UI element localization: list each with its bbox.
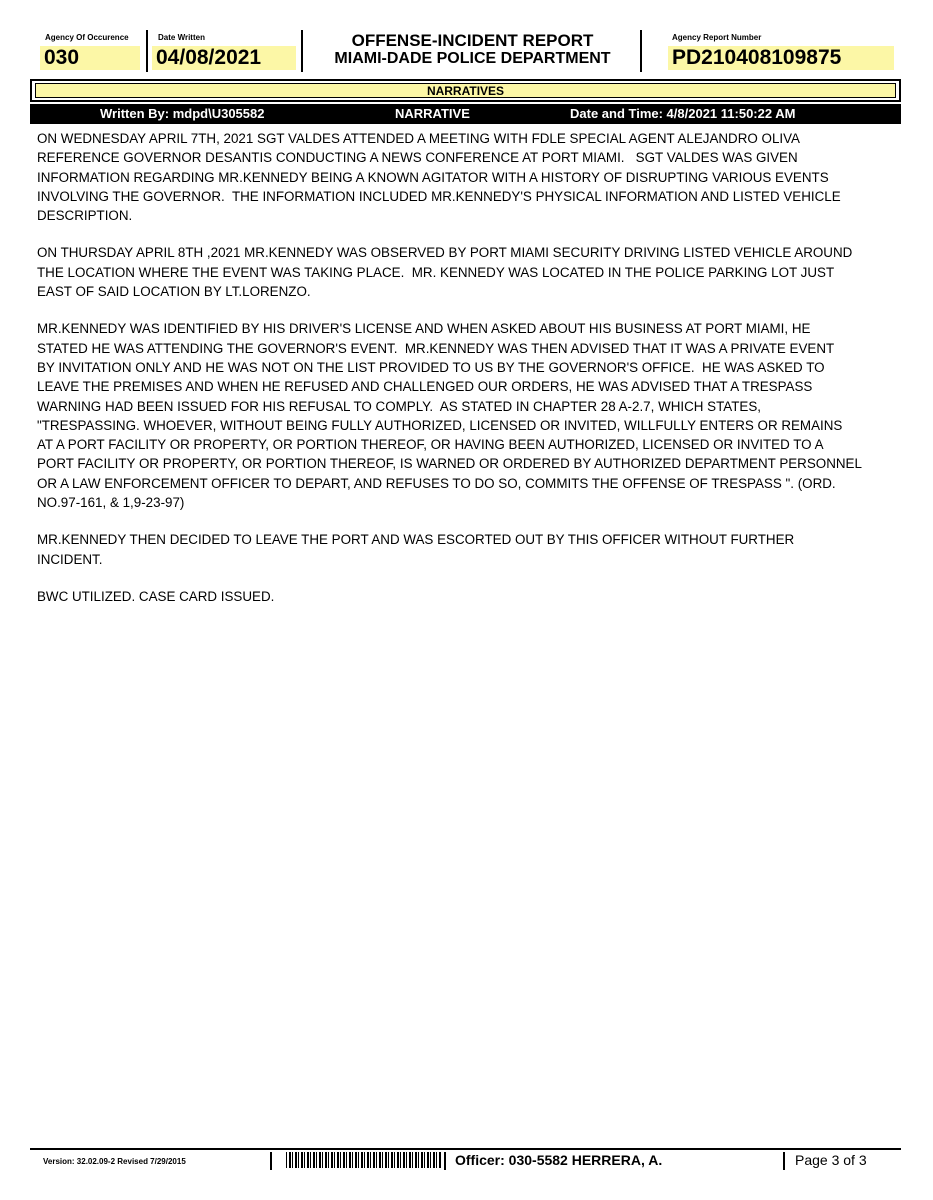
date-written-label: Date Written — [158, 33, 205, 42]
footer-rule — [30, 1148, 901, 1150]
header-divider — [301, 30, 303, 72]
narratives-title: NARRATIVES — [35, 83, 896, 98]
narrative-paragraph: ON WEDNESDAY APRIL 7TH, 2021 SGT VALDES ATTENDED A MEETING WITH FDLE SPECIAL AGENT ALEJANDRO OLIVA REFERENCE GOVERNOR DESANTIS CONDUCTING A NEWS CONFERENCE AT PORT MIAMI. SGT VALDES WAS GIVEN INFORMATION REGARDING MR.KENNEDY BEING A KNOWN AGITATOR WITH A HISTORY OF DISRUPTING VARIOUS EVENTS INVOLVING THE GOVERNOR. THE INFORMATION INCLUDED MR.KENNEDY'S PHYSICAL INFORMATION AND LISTED VEHICLE DESCRIPTION. — [37, 131, 841, 224]
footer-version: Version: 32.02.09-2 Revised 7/29/2015 — [43, 1157, 186, 1166]
header-divider — [146, 30, 148, 72]
date-written-value: 04/08/2021 — [152, 46, 296, 70]
report-number-label: Agency Report Number — [672, 33, 762, 42]
report-title: OFFENSE-INCIDENT REPORT — [351, 31, 594, 50]
written-by-author: Written By: mdpd\U305582 — [100, 106, 265, 121]
narrative-type: NARRATIVE — [395, 106, 470, 121]
footer-divider — [270, 1152, 272, 1170]
footer-officer: Officer: 030-5582 HERRERA, A. — [455, 1152, 663, 1168]
narrative-paragraph: MR.KENNEDY WAS IDENTIFIED BY HIS DRIVER'S LICENSE AND WHEN ASKED ABOUT HIS BUSINESS AT PORT MIAMI, HE STATED HE WAS ATTENDING THE GOVERNOR'S EVENT. MR.KENNEDY WAS THEN ADVISED THAT IT WAS A PRIVATE EVENT BY INVITATION ONLY AND HE WAS NOT ON THE LIST PROVIDED TO US BY THE GOVERNOR'S OFFICE. HE WAS ASKED TO LEAVE THE PREMISES AND WHEN HE REFUSED AND CHALLENGED OUR ORDERS, HE WAS ADVISED THAT A TRESPASS WARNING HAD BEEN ISSUED FOR HIS REFUSAL TO COMPLY. AS STATED IN CHAPTER 28 A-2.7, WHICH STATES, "TRESPASSING. WHOEVER, WITHOUT BEING FULLY AUTHORIZED, LICENSED OR INVITED, WILLFULLY ENTERS OR REMAINS AT A PORT FACILITY OR PROPERTY, OR PORTION THEREOF, OR HAVING BEEN AUTHORIZED, LICENSED OR INVITED TO A PORT FACILITY OR PROPERTY, OR PORTION THEREOF, IS WARNED OR ORDERED BY AUTHORIZED DEPARTMENT PERSONNEL OR A LAW ENFORCEMENT OFFICER TO DEPART, AND REFUSES TO DO SO, COMMITS THE OFFENSE OF TRESPASS ". (ORD. NO.97-161, & 1,9-23-97) — [37, 321, 862, 511]
narrative-datetime: Date and Time: 4/8/2021 11:50:22 AM — [570, 106, 796, 121]
narratives-section-bar — [30, 79, 901, 102]
narrative-paragraph: MR.KENNEDY THEN DECIDED TO LEAVE THE PORT AND WAS ESCORTED OUT BY THIS OFFICER WITHOUT FURTHER INCIDENT. — [37, 532, 795, 567]
narrative-paragraph: BWC UTILIZED. CASE CARD ISSUED. — [37, 588, 275, 604]
header-divider — [640, 30, 642, 72]
footer-divider — [783, 1152, 785, 1170]
report-number-value: PD210408109875 — [668, 46, 894, 70]
narrative-paragraph: ON THURSDAY APRIL 8TH ,2021 MR.KENNEDY WAS OBSERVED BY PORT MIAMI SECURITY DRIVING LISTED VEHICLE AROUND THE LOCATION WHERE THE EVENT WAS TAKING PLACE. MR. KENNEDY WAS LOCATED IN THE POLICE PARKING LOT JUST EAST OF SAID LOCATION BY LT.LORENZO. — [37, 245, 853, 300]
department-name: MIAMI-DADE POLICE DEPARTMENT — [334, 50, 611, 67]
agency-label: Agency Of Occurence — [45, 33, 129, 42]
page-number: Page 3 of 3 — [795, 1152, 867, 1168]
agency-value: 030 — [40, 46, 140, 70]
footer-divider — [444, 1152, 446, 1170]
barcode-image — [286, 1152, 441, 1168]
narrative-body — [37, 129, 905, 624]
written-by-bar — [30, 104, 901, 124]
